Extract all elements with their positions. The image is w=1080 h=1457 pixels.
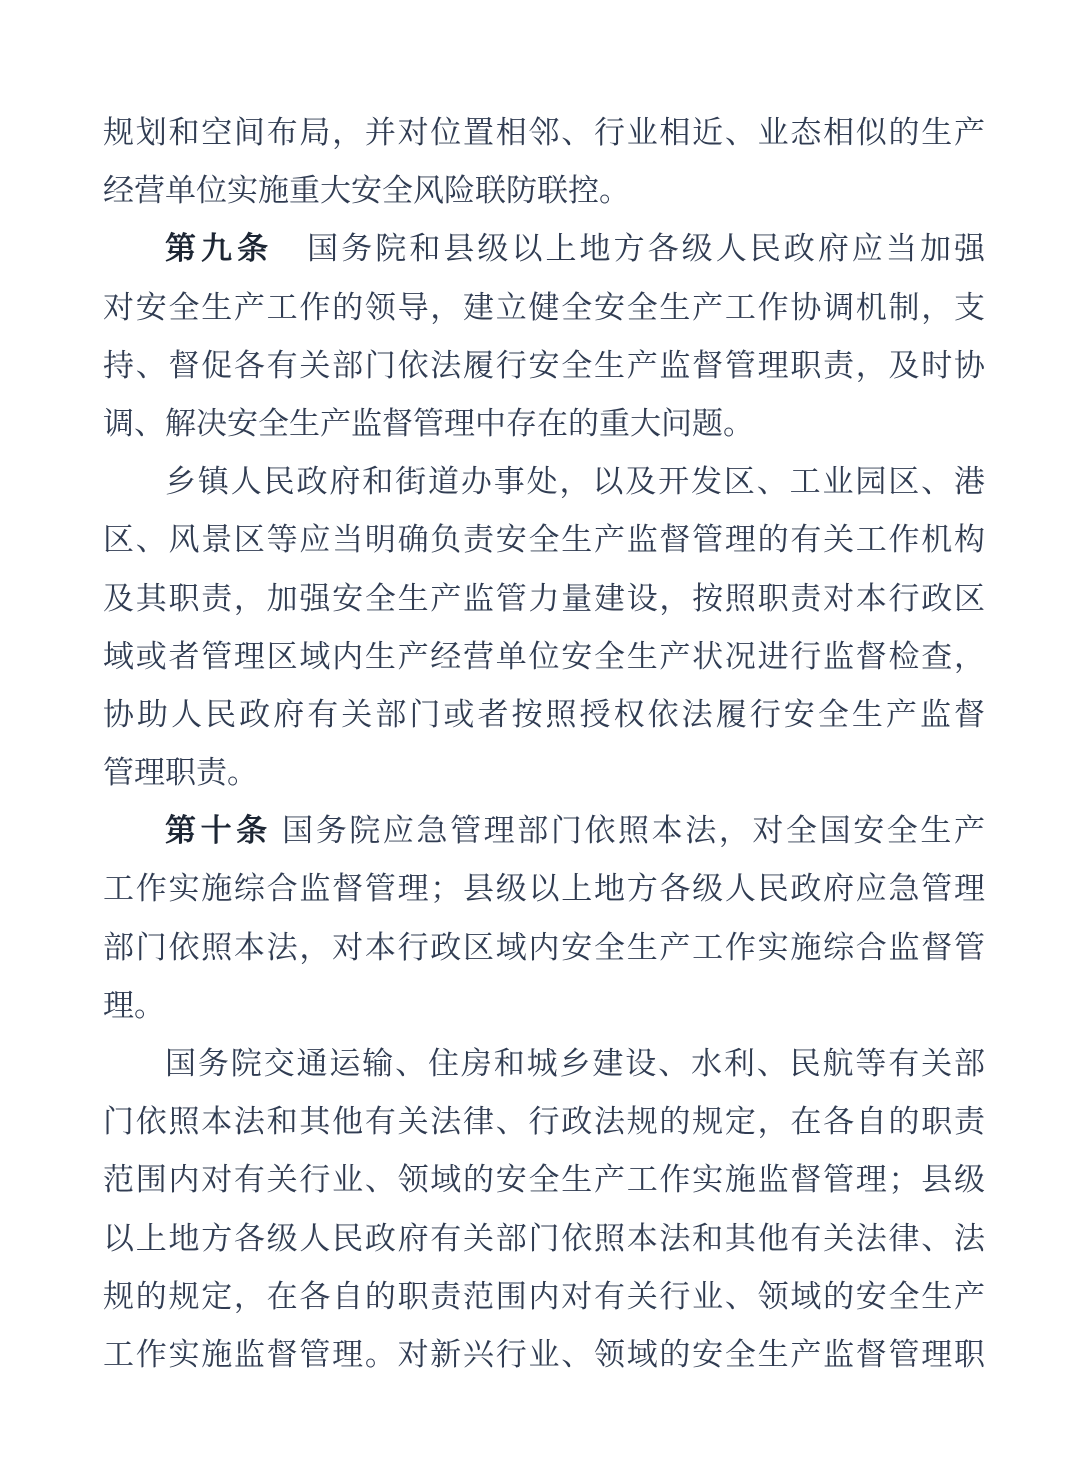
text-segment: 国务院和县级以上地方各级人民政府应当加强 [273, 231, 985, 267]
text-line [103, 1326, 985, 1384]
text-line [103, 511, 985, 569]
text-segment: 部门依照本法，对本行政区域内安全生产工作实施综合监督管 [103, 929, 985, 965]
text-line [103, 802, 985, 860]
text-line [103, 686, 985, 744]
text-line [103, 919, 985, 977]
text-line [103, 1151, 985, 1209]
text-line [103, 744, 985, 802]
text-line [103, 1268, 985, 1326]
text-segment: 域或者管理区域内生产经营单位安全生产状况进行监督检查， [103, 638, 985, 674]
text-segment: 调、解决安全生产监督管理中存在的重大问题。 [103, 405, 754, 441]
text-segment: 规划和空间布局，并对位置相邻、行业相近、业态相似的生产 [103, 115, 985, 150]
text-segment: 理。 [103, 987, 165, 1023]
text-line [103, 162, 985, 220]
text-segment: 以上地方各级人民政府有关部门依照本法和其他有关法律、法 [103, 1220, 985, 1256]
text-line [103, 860, 985, 918]
text-line [103, 1035, 985, 1093]
text-line [103, 395, 985, 453]
text-segment: 乡镇人民政府和街道办事处，以及开发区、工业园区、港 [165, 464, 985, 500]
text-segment: 及其职责，加强安全生产监管力量建设，按照职责对本行政区 [103, 580, 985, 616]
text-line [103, 104, 985, 162]
article-number: 第九条 [165, 231, 274, 267]
text-segment: 规的规定，在各自的职责范围内对有关行业、领域的安全生产 [103, 1278, 985, 1314]
text-segment: 持、督促各有关部门依法履行安全生产监督管理职责，及时协 [103, 347, 985, 383]
text-segment: 范围内对有关行业、领域的安全生产工作实施监督管理；县级 [103, 1162, 985, 1198]
text-segment: 对安全生产工作的领导，建立健全安全生产工作协调机制，支 [103, 289, 985, 325]
text-segment: 区、风景区等应当明确负责安全生产监督管理的有关工作机构 [103, 522, 985, 558]
text-segment: 经营单位实施重大安全风险联防联控。 [103, 173, 630, 209]
text-line [103, 453, 985, 511]
text-line [103, 279, 985, 337]
text-line [103, 977, 985, 1035]
text-line [103, 1093, 985, 1151]
document-body [103, 104, 985, 1384]
text-segment: 国务院应急管理部门依照本法，对全国安全生产 [271, 813, 985, 849]
text-segment: 国务院交通运输、住房和城乡建设、水利、民航等有关部 [165, 1046, 985, 1081]
text-line [103, 1210, 985, 1268]
text-segment: 工作实施综合监督管理；县级以上地方各级人民政府应急管理 [103, 871, 985, 907]
text-segment: 协助人民政府有关部门或者按照授权依法履行安全生产监督 [103, 696, 985, 732]
text-segment: 管理职责。 [103, 755, 258, 791]
text-line [103, 628, 985, 686]
text-line [103, 337, 985, 395]
text-segment: 门依照本法和其他有关法律、行政法规的规定，在各自的职责 [103, 1104, 985, 1140]
text-line [103, 570, 985, 628]
text-line [103, 220, 985, 278]
article-number: 第十条 [165, 813, 272, 849]
text-segment: 工作实施监督管理。对新兴行业、领域的安全生产监督管理职 [103, 1336, 985, 1372]
